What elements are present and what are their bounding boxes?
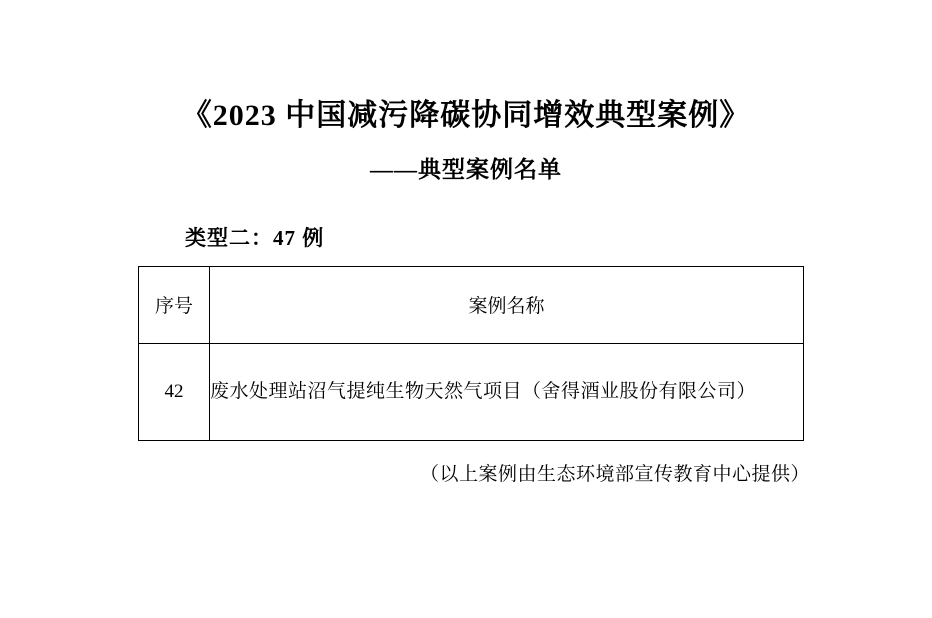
case-list-table — [138, 266, 804, 441]
document-subtitle: ——典型案例名单 — [370, 157, 562, 182]
cell-index: 42 — [139, 343, 210, 440]
document-page — [0, 98, 932, 618]
footer-note: （以上案例由生态环境部宣传教育中心提供） — [419, 463, 810, 485]
table-row — [139, 343, 804, 440]
column-header-index: 序号 — [139, 266, 210, 343]
column-header-case-name: 案例名称 — [210, 266, 804, 343]
table-header-row — [139, 266, 804, 343]
section-label: 类型二：47 例 — [185, 225, 325, 250]
document-title: 《2023 中国减污降碳协同增效典型案例》 — [181, 99, 751, 132]
cell-case-name: 废水处理站沼气提纯生物天然气项目（舍得酒业股份有限公司） — [210, 343, 804, 440]
